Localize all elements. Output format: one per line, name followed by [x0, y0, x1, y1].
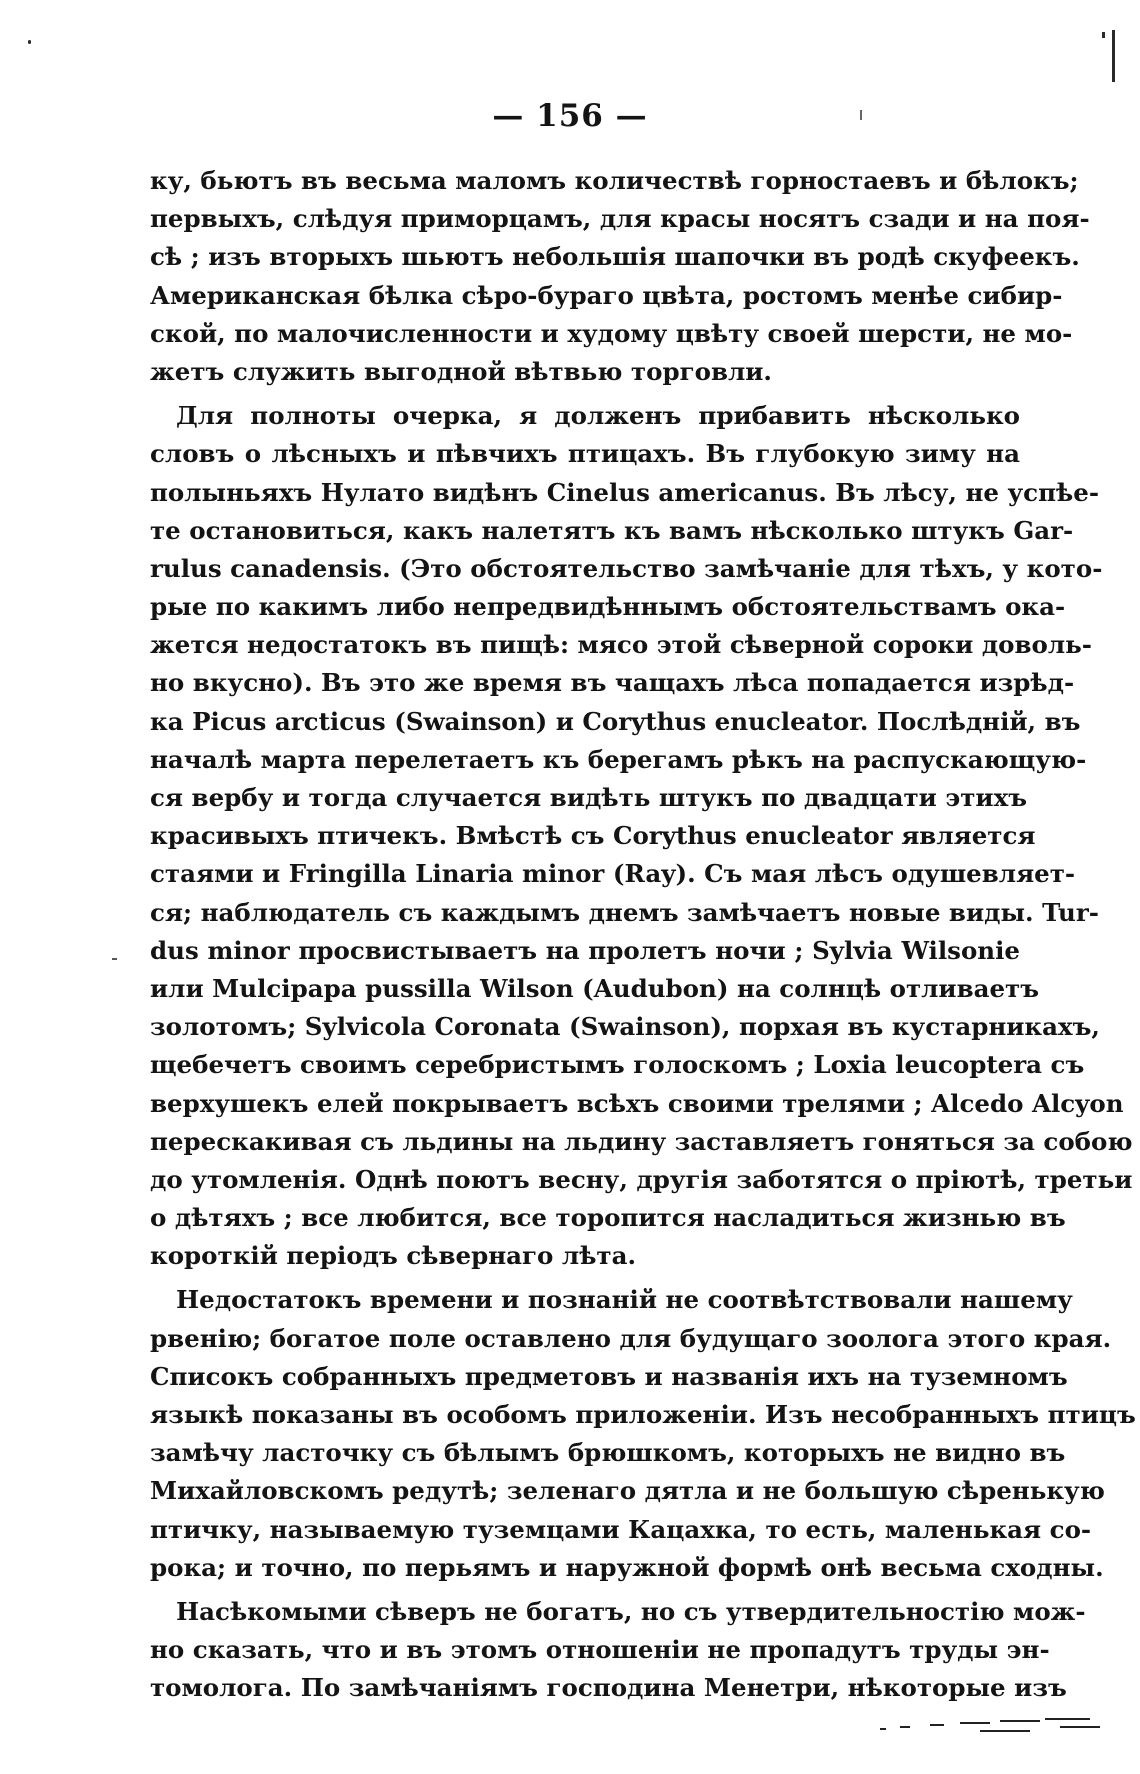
text-line: Недостатокъ времени и познаній не соотвѣтствовали нашему	[176, 1285, 1073, 1315]
body-text	[150, 162, 1136, 1708]
text-line: первыхъ, слѣдуя приморцамъ, для красы носятъ сзади и на поя-	[150, 204, 1090, 234]
text-line: rulus canadensis. (Это обстоятельство замѣчаніе для тѣхъ, у кото-	[150, 553, 1103, 583]
text-line: до утомленія. Однѣ поютъ весну, другія заботятся о пріютѣ, третьи	[150, 1164, 1133, 1194]
smudge-mark	[880, 1728, 886, 1730]
text-line: ся вербу и тогда случается видѣть штукъ по двадцати этихъ	[150, 783, 1027, 812]
text-line: языкѣ показаны въ особомъ приложеніи. Изъ несобранныхъ птицъ	[150, 1400, 1136, 1429]
smudge-mark	[1000, 1720, 1040, 1722]
text-line: стаями и Fringilla Linaria minor (Ray). Съ мая лѣсъ одушевляет-	[150, 859, 1076, 889]
text-line: перескакивая съ льдины на льдину заставляетъ гоняться за собою	[150, 1126, 1133, 1156]
scan-edge-mark	[1112, 30, 1115, 82]
text-line: томолога. По замѣчаніямъ господина Менетри, нѣкоторые изъ	[150, 1673, 1067, 1703]
text-line: Американская бѣлка сѣро-бураго цвѣта, ростомъ менѣе сибир-	[150, 280, 1063, 310]
text-line: те остановиться, какъ налетятъ къ вамъ нѣсколько штукъ Gar-	[150, 515, 1074, 545]
text-line: рока; и точно, по перьямъ и наружной формѣ онѣ весьма сходны.	[150, 1552, 1104, 1582]
smudge-mark	[980, 1730, 1030, 1732]
text-line: короткій періодъ сѣвернаго лѣта.	[150, 1241, 637, 1271]
scan-speck	[112, 958, 117, 960]
text-line: жется недостатокъ въ пищѣ: мясо этой сѣверной сороки доволь-	[150, 630, 1092, 660]
text-line: но вкусно). Въ это же время въ чащахъ лѣса попадается изрѣд-	[150, 668, 1075, 698]
scan-smudge	[860, 1700, 1110, 1740]
text-line: но сказать, что и въ этомъ отношеніи не пропадутъ труды эн-	[150, 1635, 1050, 1665]
text-line: Для полноты очерка, я долженъ прибавить нѣсколько	[176, 401, 1020, 431]
text-line: ка Picus arcticus (Swainson) и Corythus enucleator. Послѣдній, въ	[150, 706, 1081, 736]
smudge-mark	[1045, 1718, 1090, 1720]
text-line: ся; наблюдатель съ каждымъ днемъ замѣчаетъ новые виды. Tur-	[150, 897, 1099, 927]
text-line: Михайловскомъ редутѣ; зеленаго дятла и не большую сѣренькую	[150, 1476, 1105, 1506]
text-line: рые по какимъ либо непредвидѣннымъ обстоятельствамъ ока-	[150, 592, 1066, 622]
smudge-mark	[1060, 1726, 1100, 1728]
text-line: щебечетъ своимъ серебристымъ голоскомъ ; Loxia leucoptera съ	[150, 1050, 1085, 1080]
scan-speck	[1102, 32, 1105, 38]
text-line: рвенію; богатое поле оставлено для будущаго зоолога этого края.	[150, 1323, 1112, 1353]
text-line: красивыхъ птичекъ. Вмѣстѣ съ Corythus enucleator является	[150, 821, 1036, 851]
text-line: словъ о лѣсныхъ и пѣвчихъ птицахъ. Въ глубокую зиму на	[150, 439, 1020, 469]
text-line: замѣчу ласточку съ бѣлымъ брюшкомъ, которыхъ не видно въ	[150, 1438, 1066, 1468]
paragraph	[150, 1281, 1136, 1587]
text-line: жетъ служить выгодной вѣтвью торговли.	[150, 356, 772, 386]
text-line: dus minor просвистываетъ на пролетъ ночи ; Sylvia Wilsonie	[150, 935, 1020, 965]
text-line: сѣ ; изъ вторыхъ шьютъ небольшія шапочки въ родѣ скуфеекъ.	[150, 242, 1080, 272]
text-line: ку, бьютъ въ весьма маломъ количествѣ горностаевъ и бѣлокъ;	[150, 166, 1079, 195]
text-line: Списокъ собранныхъ предметовъ и названія ихъ на туземномъ	[150, 1361, 1068, 1391]
text-line: началѣ марта перелетаетъ къ берегамъ рѣкъ на распускающую-	[150, 744, 1087, 774]
text-line: верхушекъ елей покрываетъ всѣхъ своими трелями ; Alcedo Alcyon	[150, 1088, 1124, 1118]
text-line: полыньяхъ Нулато видѣнъ Cinelus americanus. Въ лѣсу, не успѣе-	[150, 477, 1100, 507]
paragraph	[150, 162, 1090, 391]
smudge-mark	[900, 1726, 910, 1728]
text-line: или Mulcipapa pussilla Wilson (Audubon) на солнцѣ отливаетъ	[150, 973, 1040, 1003]
smudge-mark	[960, 1722, 990, 1724]
paragraph	[150, 397, 1133, 1275]
page-number: — 156 —	[492, 98, 648, 134]
scan-speck	[28, 40, 31, 44]
text-line: золотомъ; Sylvicola Coronata (Swainson), порхая въ кустарникахъ,	[150, 1012, 1100, 1042]
text-line: Насѣкомыми сѣверъ не богатъ, но съ утвердительностію мож-	[176, 1596, 1086, 1626]
text-line: о дѣтяхъ ; все любится, все торопится насладиться жизнью въ	[150, 1203, 1066, 1233]
text-line: птичку, называемую туземцами Кацахка, то есть, маленькая со-	[150, 1514, 1092, 1544]
paragraph	[150, 1593, 1086, 1708]
smudge-mark	[930, 1724, 944, 1726]
text-line: ской, по малочисленности и худому цвѣту своей шерсти, не мо-	[150, 318, 1073, 348]
